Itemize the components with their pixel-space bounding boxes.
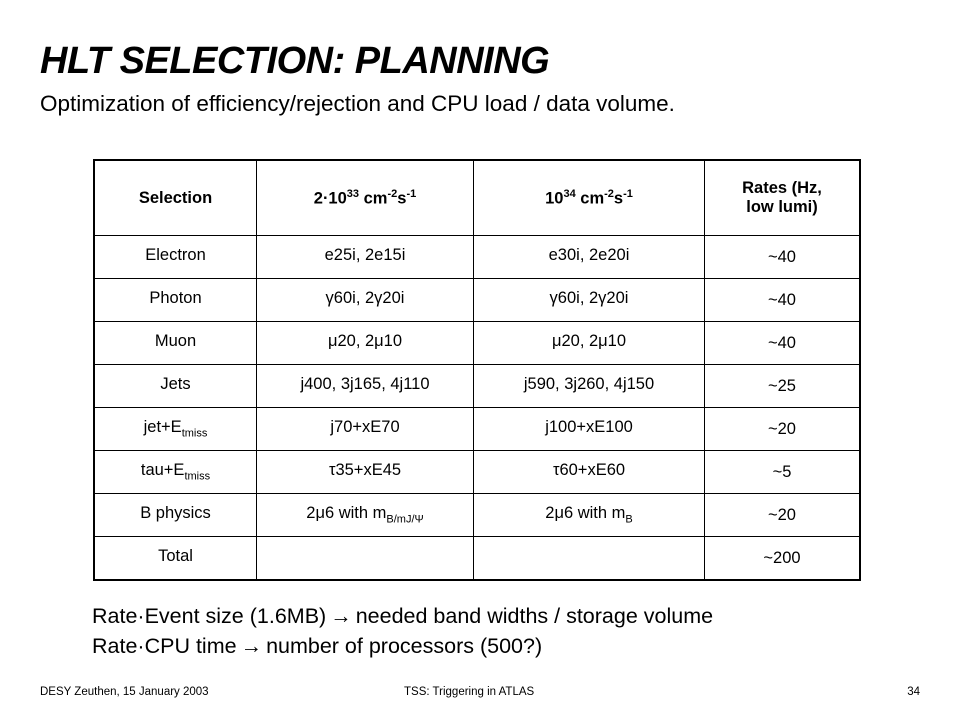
note-bandwidth: Rate·Event size (1.6MB) → needed band widths / storage volume [92, 604, 714, 628]
note-cpu: Rate·CPU time → number of processors (500?) [92, 634, 543, 658]
table-row [94, 236, 860, 279]
notes-block [92, 601, 713, 661]
cell-rate: ~5 [705, 451, 861, 494]
cell-low-lumi: j400, 3j165, 4j110 [257, 365, 474, 408]
cell-low-lumi: μ20, 2μ10 [257, 322, 474, 365]
table-row [94, 451, 860, 494]
cell-selection: Photon [94, 279, 257, 322]
cell-rate: ~200 [705, 537, 861, 581]
cell-low-lumi: e25i, 2e15i [257, 236, 474, 279]
cell-rate: ~40 [705, 279, 861, 322]
arrow-right-icon: → [240, 634, 263, 658]
cell-selection: B physics [94, 494, 257, 537]
cell-selection: $tau+E_{tmiss}$ [94, 451, 257, 494]
header-high-lumi: $10^{34}$ $cm^{-2}s^{-1}$ [474, 160, 705, 236]
cell-rate: ~20 [705, 408, 861, 451]
slide-subtitle: Optimization of efficiency/rejection and CPU load / data volume. [40, 91, 675, 116]
table-row [94, 537, 860, 581]
table-row [94, 365, 860, 408]
cell-high-lumi [474, 537, 705, 581]
footer-talk-title: TSS: Triggering in ATLAS [404, 686, 535, 698]
arrow-right-icon: → [330, 604, 352, 628]
header-low-lumi: $2\cdot 10^{33}$ $cm^{-2}s^{-1}$ [257, 160, 474, 236]
cell-selection: Electron [94, 236, 257, 279]
cell-low-lumi: 2μ6 with $m_{B/mJ/\Psi}$ [257, 494, 474, 537]
cell-selection: $jet+E_{tmiss}$ [94, 408, 257, 451]
cell-rate: ~40 [705, 236, 861, 279]
cell-high-lumi: μ20, 2μ10 [474, 322, 705, 365]
cell-selection: Total [94, 537, 257, 581]
cell-selection: Muon [94, 322, 257, 365]
cell-rate: ~40 [705, 322, 861, 365]
cell-high-lumi: 2μ6 with $m_B$ [474, 494, 705, 537]
cell-selection: Jets [94, 365, 257, 408]
header-selection: Selection [94, 160, 257, 236]
slide-title: HLT SELECTION: PLANNING [40, 40, 550, 82]
table-row [94, 279, 860, 322]
cell-low-lumi: j70+xE70 [257, 408, 474, 451]
cell-high-lumi: j100+xE100 [474, 408, 705, 451]
footer-page-number: 34 [907, 686, 920, 698]
table-row [94, 408, 860, 451]
cell-rate: ~20 [705, 494, 861, 537]
cell-low-lumi: τ35+xE45 [257, 451, 474, 494]
header-rates: Rates (Hz, low lumi) [705, 160, 861, 236]
cell-high-lumi: j590, 3j260, 4j150 [474, 365, 705, 408]
cell-high-lumi: e30i, 2e20i [474, 236, 705, 279]
cell-high-lumi: τ60+xE60 [474, 451, 705, 494]
footer-date: DESY Zeuthen, 15 January 2003 [40, 686, 209, 698]
table-row [94, 494, 860, 537]
table-header-row [94, 160, 860, 236]
cell-low-lumi [257, 537, 474, 581]
table-row [94, 322, 860, 365]
selection-table [93, 159, 861, 581]
cell-rate: ~25 [705, 365, 861, 408]
cell-high-lumi: γ60i, 2γ20i [474, 279, 705, 322]
cell-low-lumi: γ60i, 2γ20i [257, 279, 474, 322]
